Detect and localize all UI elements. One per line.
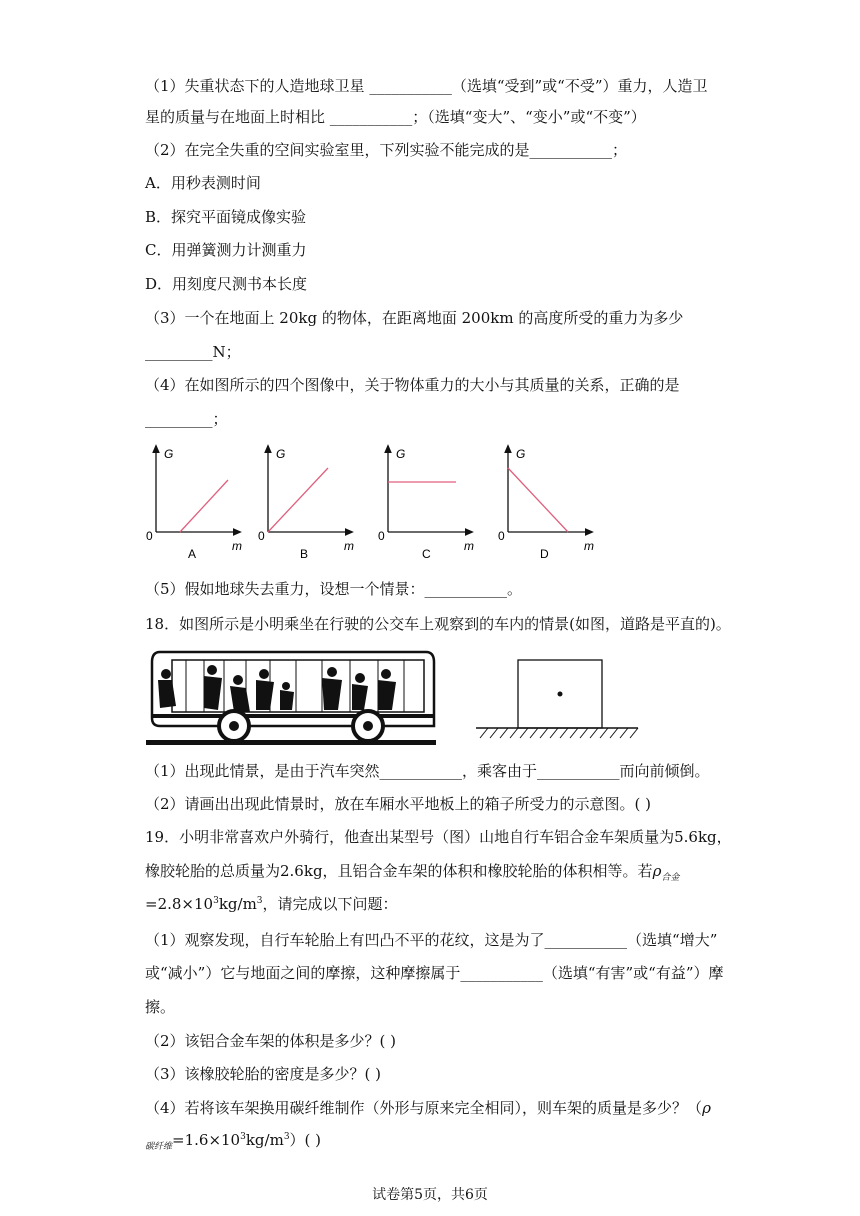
q19-stem-line3 bbox=[145, 893, 398, 918]
alloy-density-value: =2.8×10 bbox=[145, 895, 214, 913]
q19-1-line1: （1）观察发现，自行车轮胎上有凹凸不平的花纹，这是为了___________（选填“增大” bbox=[145, 931, 718, 949]
q19-1-line3: 擦。 bbox=[145, 998, 176, 1016]
page-footer: 试卷第5页，共6页 bbox=[372, 1187, 488, 1203]
graph-b bbox=[258, 447, 354, 561]
option-c: C．用弹簧测力计测重力 bbox=[145, 241, 307, 259]
floor-hatching bbox=[480, 728, 638, 738]
q19-stem-line2 bbox=[145, 860, 679, 885]
graph-a-ylabel: G bbox=[164, 447, 174, 461]
graph-d-origin: 0 bbox=[498, 529, 505, 543]
graph-d bbox=[498, 447, 594, 561]
graph-a bbox=[146, 447, 242, 561]
graph-c-origin: 0 bbox=[378, 529, 385, 543]
q18-1-line: （1）出现此情景，是由于汽车突然___________，乘客由于___________而向前倾倒。 bbox=[145, 762, 710, 780]
unit-exponent: 3 bbox=[256, 896, 263, 906]
q19-4-line2 bbox=[145, 1129, 321, 1154]
option-a: A．用秒表测时间 bbox=[145, 174, 261, 192]
graph-b-ylabel: G bbox=[276, 447, 286, 461]
q17-1-line1: （1）失重状态下的人造地球卫星 ___________（选填“受到”或“不受”）重力，人造卫 bbox=[145, 77, 708, 95]
graph-a-line bbox=[180, 480, 228, 532]
q19-4-line2-text: ）( ) bbox=[289, 1131, 322, 1149]
q19-stem-line1: 19．小明非常喜欢户外骑行，他查出某型号（图）山地自行车铝合金车架质量为5.6kg， bbox=[145, 828, 732, 846]
graph-c-xlabel: m bbox=[464, 539, 474, 553]
q17-1-line2: 星的质量与在地面上时相比 ___________；（选填“变大”、“变小”或“不变”） bbox=[145, 108, 646, 126]
q17-4-line2: _________； bbox=[145, 410, 228, 428]
rho-subscript-alloy: 合金 bbox=[661, 873, 680, 883]
unit: kg/m bbox=[218, 895, 257, 913]
graph-b-line bbox=[268, 468, 328, 532]
rho-subscript-carbon: 碳纤维 bbox=[145, 1142, 173, 1152]
graph-c-label: C bbox=[422, 547, 431, 561]
unit-exponent: 3 bbox=[283, 1132, 290, 1142]
rho-symbol-carbon: ρ bbox=[702, 1099, 711, 1117]
graph-d-label: D bbox=[540, 547, 549, 561]
q18-2-line: （2）请画出出现此情景时，放在车厢水平地板上的箱子所受力的示意图。( ) bbox=[145, 795, 652, 813]
q19-2-line: （2）该铝合金车架的体积是多少？( ) bbox=[145, 1032, 397, 1050]
exponent: 3 bbox=[240, 1132, 246, 1142]
option-d: D．用刻度尺测书本长度 bbox=[145, 275, 308, 293]
graph-b-label: B bbox=[300, 547, 309, 561]
q19-stem-line2-text: 橡胶轮胎的总质量为2.6kg，且铝合金车架的体积和橡胶轮胎的体积相等。若 bbox=[145, 862, 653, 880]
graph-d-line bbox=[508, 468, 568, 532]
graph-d-xlabel: m bbox=[584, 539, 594, 553]
graph-b-xlabel: m bbox=[344, 539, 354, 553]
q17-3-line1: （3）一个在地面上 20kg 的物体，在距离地面 200km 的高度所受的重力为多少 bbox=[145, 309, 684, 327]
q17-2-line: （2）在完全失重的空间实验室里，下列实验不能完成的是___________； bbox=[145, 141, 628, 159]
graph-c bbox=[378, 447, 474, 561]
graph-a-label: A bbox=[188, 547, 197, 561]
carbon-density-value: =1.6×10 bbox=[172, 1131, 241, 1149]
q18-stem: 18．如图所示是小明乘坐在行驶的公交车上观察到的车内的情景(如图，道路是平直的)。 bbox=[145, 615, 731, 633]
q17-5-line: （5）假如地球失去重力，设想一个情景：___________。 bbox=[145, 580, 523, 598]
q19-1-line2: 或“减小”）它与地面之间的摩擦，这种摩擦属于___________（选填“有害”或“有益”）摩 bbox=[145, 964, 724, 982]
unit: kg/m bbox=[245, 1131, 284, 1149]
box-on-floor-diagram bbox=[472, 656, 642, 746]
graph-d-ylabel: G bbox=[516, 447, 526, 461]
bus-illustration bbox=[146, 644, 446, 748]
gravity-mass-graphs bbox=[140, 442, 610, 562]
q19-3-line: （3）该橡胶轮胎的密度是多少？( ) bbox=[145, 1065, 382, 1083]
q19-4-line1-text: （4）若将该车架换用碳纤维制作（外形与原来完全相同），则车架的质量是多少？（ bbox=[145, 1099, 703, 1117]
graph-a-xlabel: m bbox=[232, 539, 242, 553]
exponent: 3 bbox=[213, 896, 219, 906]
graph-b-origin: 0 bbox=[258, 529, 265, 543]
graph-a-origin: 0 bbox=[146, 529, 153, 543]
q17-4-line1: （4）在如图所示的四个图像中，关于物体重力的大小与其质量的关系，正确的是 bbox=[145, 376, 680, 394]
q19-4-line1 bbox=[145, 1097, 711, 1119]
option-b: B．探究平面镜成像实验 bbox=[145, 208, 307, 226]
box-center-dot bbox=[558, 692, 563, 697]
q17-3-line2: _________N； bbox=[145, 343, 241, 361]
graph-c-ylabel: G bbox=[396, 447, 406, 461]
rho-symbol: ρ bbox=[652, 862, 662, 880]
q19-stem-line3-text: ，请完成以下问题： bbox=[262, 895, 398, 913]
